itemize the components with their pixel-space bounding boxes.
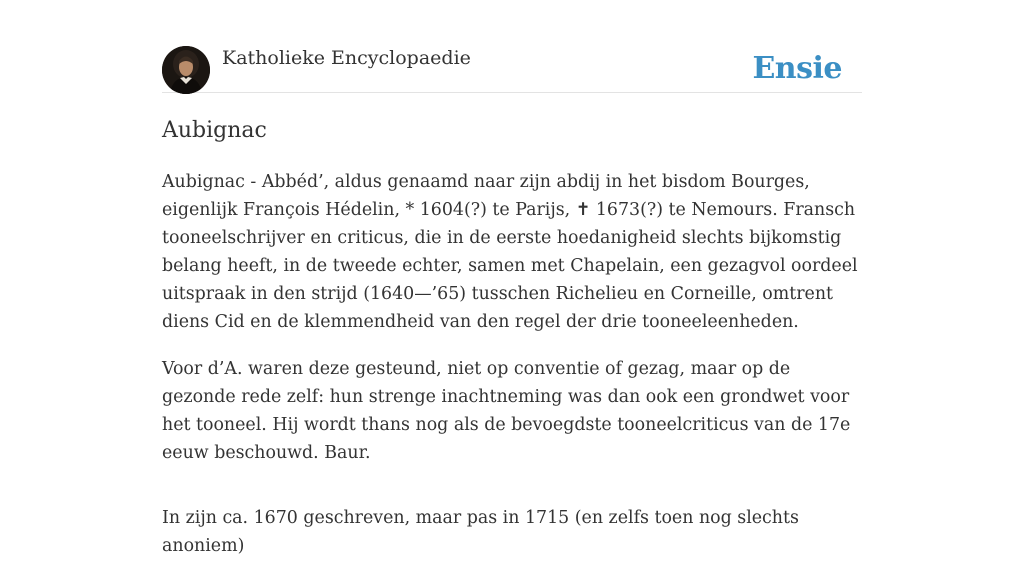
article-body (162, 168, 862, 579)
article-paragraph: Voor d’A. waren deze gesteund, niet op conventie of gezag, maar op de gezonde rede zelf: hun strenge inachtneming was dan ook een grondwet voor het tooneel. Hij wordt thans nog als de bevoegdste tooneelcriticus van de 17e eeuw beschouwd. Baur. (162, 359, 851, 463)
portrait-icon (162, 46, 210, 94)
site-avatar[interactable] (162, 46, 210, 94)
article-title: Aubignac (162, 118, 267, 143)
site-header (162, 0, 862, 93)
article-paragraph: Aubignac - Abbéd’, aldus genaamd naar zijn abdij in het bisdom Bourges, eigenlijk François Hédelin, * 1604(?) te Parijs, ✝ 1673(?) te Nemours. Fransch tooneelschrijver en criticus, die in de eerste hoedanigheid slechts bijkomstig belang heeft, in de tweede echter, samen met Chapelain, een gezagvol oordeel uitspraak in den strijd (1640—’65) tusschen Richelieu en Corneille, omtrent diens Cid en de klemmendheid van den regel der drie tooneeleenheden. (162, 172, 858, 332)
site-name[interactable]: Katholieke Encyclopaedie (222, 47, 471, 69)
page-container (162, 0, 862, 556)
article-paragraph: In zijn ca. 1670 geschreven, maar pas in 1715 (en zelfs toen nog slechts anoniem) (162, 508, 799, 556)
ensie-logo[interactable]: Ensie (752, 51, 842, 86)
